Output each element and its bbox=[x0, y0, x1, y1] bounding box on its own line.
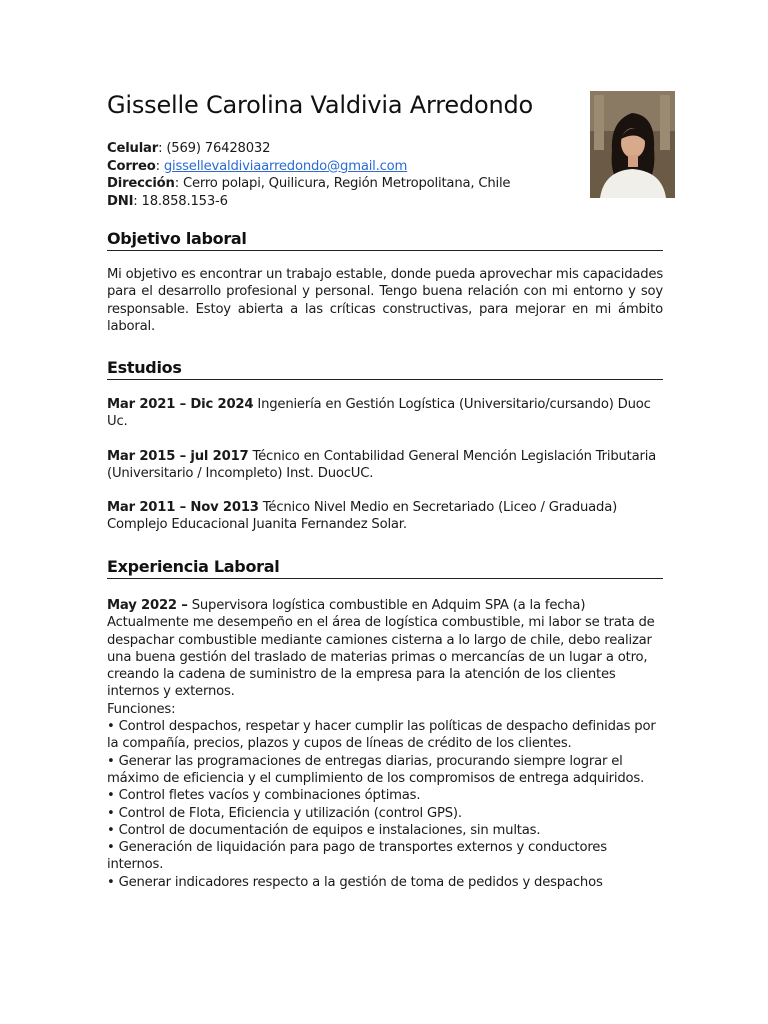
estudio-text: Técnico Nivel Medio en Secretariado (Liceo / Graduada) Complejo Educacional Juanita Fernandez Solar. bbox=[107, 500, 618, 533]
section-objetivo bbox=[107, 229, 663, 335]
candidate-name: Gisselle Carolina Valdivia Arredondo bbox=[107, 91, 533, 119]
email-link[interactable]: gissellevaldiviaarredondo@gmail.com bbox=[163, 158, 408, 174]
funcion-item: • Control fletes vacíos y combinaciones óptimas. bbox=[107, 788, 421, 804]
experiencia-role-line bbox=[107, 597, 663, 614]
funciones-label: Funciones: bbox=[107, 701, 176, 717]
estudio-item bbox=[107, 499, 663, 534]
experiencia-role: Supervisora logística combustible en Adquim SPA (a la fecha) bbox=[187, 598, 586, 613]
estudio-item bbox=[107, 396, 663, 431]
section-title: Estudios bbox=[107, 358, 663, 380]
address-value: Cerro polapi, Quilicura, Región Metropolitana, Chile bbox=[182, 176, 511, 192]
contact-phone: Celular: (569) 76428032 bbox=[107, 141, 271, 156]
funcion-item: • Generar las programaciones de entregas diarias, procurando siempre lograr el máximo de eficiencia y el cumplimiento de los compromisos de entrega adquiridos. bbox=[107, 753, 645, 786]
funcion-item: • Generar indicadores respecto a la gestión de toma de pedidos y despachos bbox=[107, 874, 603, 890]
contact-label: DNI bbox=[107, 193, 134, 209]
funcion-item: • Control de documentación de equipos e instalaciones, sin multas. bbox=[107, 822, 541, 838]
contact-email: Correo: gissellevaldiviaarredondo@gmail.com bbox=[107, 158, 408, 174]
estudio-dates: Mar 2011 – Nov 2013 bbox=[107, 500, 259, 516]
objetivo-text: Mi objetivo es encontrar un trabajo estable, donde pueda aprovechar mis capacidades para el desarrollo profesional y personal. Tengo buena relación con mi entorno y soy responsable. Estoy abierta a las críticas constructivas, para mejorar en mi ámbito laboral. bbox=[107, 267, 664, 334]
estudio-text: Técnico en Contabilidad General Mención Legislación Tributaria (Universitario / Incompleto) Inst. DuocUC. bbox=[107, 448, 657, 481]
estudio-text: Ingeniería en Gestión Logística (Universitario/cursando) Duoc Uc. bbox=[107, 397, 651, 430]
contact-info bbox=[107, 140, 577, 210]
experiencia-dates: May 2022 – bbox=[107, 598, 188, 613]
funcion-item: • Control despachos, respetar y hacer cumplir las políticas de despacho definidas por la compañía, precios, plazos y cupos de líneas de crédito de los clientes. bbox=[107, 719, 656, 752]
profile-photo-image bbox=[590, 91, 675, 198]
funcion-item: • Generación de liquidación para pago de transportes externos y conductores internos. bbox=[107, 840, 607, 873]
estudio-dates: Mar 2015 – jul 2017 bbox=[107, 448, 249, 464]
contact-label: Celular bbox=[107, 141, 159, 156]
estudio-item bbox=[107, 448, 663, 483]
experiencia-description: Actualmente me desempeño en el área de logística combustible, mi labor se trata de despachar combustible mediante camiones cisterna a lo largo de chile, debo realizar una buena gestión del traslado de materias primas o mercancías de un lugar a otro, creando la cadena de suministro de la empresa para la atención de los clientes internos y externos. bbox=[107, 615, 655, 700]
contact-dni: DNI: 18.858.153-6 bbox=[107, 193, 228, 209]
contact-label: Dirección bbox=[107, 176, 175, 192]
phone-value: (569) 76428032 bbox=[166, 141, 271, 156]
contact-address: Dirección: Cerro polapi, Quilicura, Región Metropolitana, Chile bbox=[107, 176, 511, 192]
contact-label: Correo bbox=[107, 158, 156, 174]
experiencia-content bbox=[107, 597, 663, 891]
section-experiencia bbox=[107, 557, 663, 891]
estudio-dates: Mar 2021 – Dic 2024 bbox=[107, 397, 254, 412]
estudios-list bbox=[107, 396, 663, 534]
section-title: Experiencia Laboral bbox=[107, 557, 663, 579]
profile-photo bbox=[590, 91, 675, 198]
funcion-item: • Control de Flota, Eficiencia y utilización (control GPS). bbox=[107, 805, 462, 821]
section-title: Objetivo laboral bbox=[107, 229, 663, 251]
dni-value: 18.858.153-6 bbox=[141, 193, 228, 209]
section-estudios bbox=[107, 358, 663, 534]
